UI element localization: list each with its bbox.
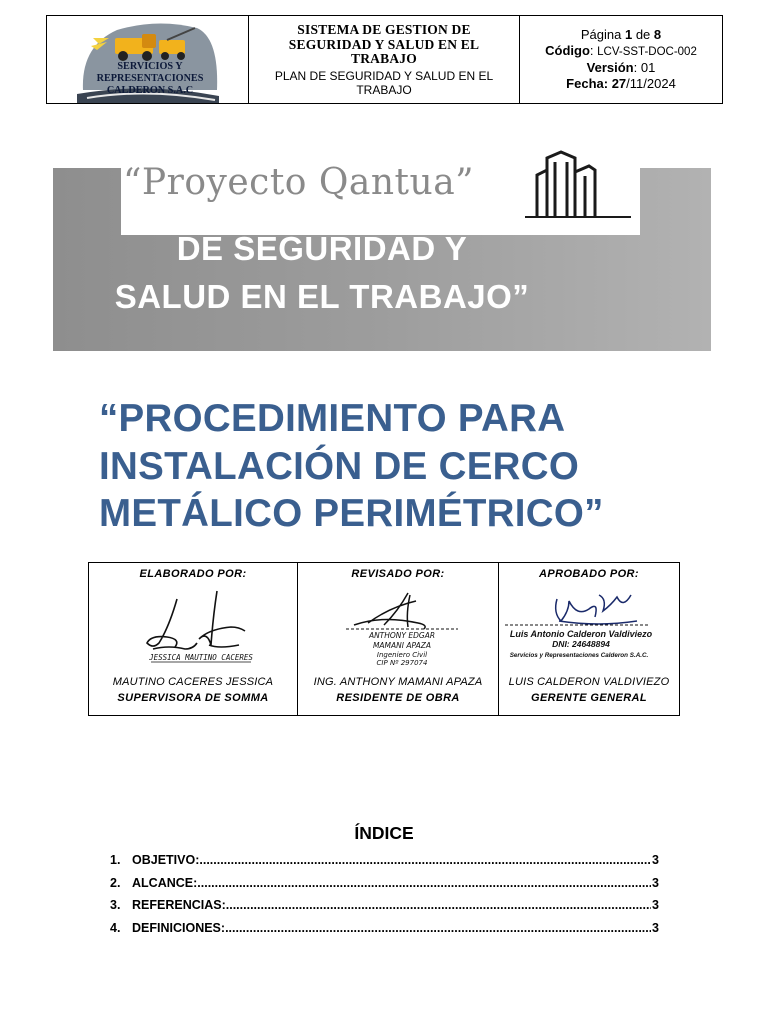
signer-role: RESIDENTE DE OBRA xyxy=(336,692,460,704)
signature-block-approved xyxy=(498,563,679,715)
table-of-contents xyxy=(110,853,659,943)
svg-text:Luis Antonio Calderon Valdivie: Luis Antonio Calderon Valdiviezo xyxy=(509,629,653,639)
svg-text:CIP Nº 297074: CIP Nº 297074 xyxy=(376,659,428,667)
logo-text: SERVICIOS Y REPRESENTACIONES CALDERON S.A.C xyxy=(96,61,204,96)
svg-text:JESSICA MAUTINO CACERES: JESSICA MAUTINO CACERES xyxy=(149,653,253,662)
toc-leader-dots xyxy=(199,853,651,867)
svg-text:DNI: 24648894: DNI: 24648894 xyxy=(552,639,610,649)
project-name: “Proyecto Qantua” xyxy=(123,162,475,203)
toc-item-alcance[interactable]: 2. ALCANCE: ..... 3 xyxy=(110,876,659,899)
buildings-icon xyxy=(523,140,633,220)
document-control-cell xyxy=(520,16,722,103)
banner-line-1: DE SEGURIDAD Y xyxy=(176,230,468,267)
toc-item-referencias[interactable]: 3. REFERENCIAS: ..... 3 xyxy=(110,898,659,921)
page-number: Página 1 de 8 xyxy=(580,27,662,42)
banner-line-2: SALUD EN EL TRABAJO” xyxy=(114,278,530,315)
cover-banner xyxy=(53,162,711,351)
toc-item-definiciones[interactable]: 4. DEFINICIONES: ..... 3 xyxy=(110,921,659,944)
svg-text:Ingeniero Civil: Ingeniero Civil xyxy=(376,651,428,659)
signature-heading: APROBADO POR: xyxy=(539,568,639,580)
system-title: SISTEMA DE GESTION DE SEGURIDAD Y SALUD EN EL TRABAJO xyxy=(288,22,480,66)
signer-name: LUIS CALDERON VALDIVIEZO xyxy=(508,676,670,688)
document-header xyxy=(46,15,723,104)
signature-image xyxy=(89,587,295,667)
svg-text:Servicios y Representaciones C: Servicios y Representaciones Calderon S.A.C. xyxy=(509,652,649,659)
document-title: “PROCEDIMIENTO PARA INSTALACIÓN DE CERCO METÁLICO PERIMÉTRICO” xyxy=(99,397,604,535)
svg-text:ANTHONY EDGAR: ANTHONY EDGAR xyxy=(368,631,436,640)
signature-heading: ELABORADO POR: xyxy=(139,568,247,580)
index-title: ÍNDICE xyxy=(354,823,414,843)
toc-item-objetivo[interactable]: 1. OBJETIVO: ..... 3 xyxy=(110,853,659,876)
toc-leader-dots xyxy=(197,876,651,890)
signature-table xyxy=(88,562,680,716)
toc-leader-dots xyxy=(226,898,651,912)
document-date: Fecha: 27/11/2024 xyxy=(566,76,676,91)
svg-text:MAMANI APAZA: MAMANI APAZA xyxy=(372,641,432,650)
signer-name: MAUTINO CACERES JESSICA xyxy=(112,676,274,688)
system-title-cell xyxy=(249,16,520,103)
plan-subtitle: PLAN DE SEGURIDAD Y SALUD EN EL TRABAJO xyxy=(274,68,494,97)
signature-block-prepared xyxy=(89,563,297,715)
signature-block-reviewed xyxy=(297,563,498,715)
document-version: Versión: 01 xyxy=(586,60,656,75)
signature-image xyxy=(499,587,679,667)
signature-image xyxy=(298,587,498,667)
signer-name: ING. ANTHONY MAMANI APAZA xyxy=(313,676,483,688)
company-logo-cell xyxy=(47,16,249,103)
signer-role: SUPERVISORA DE SOMMA xyxy=(117,692,269,704)
signer-role: GERENTE GENERAL xyxy=(530,692,647,704)
document-code: Código: LCV-SST-DOC-002 xyxy=(545,43,697,58)
signature-heading: REVISADO POR: xyxy=(351,568,445,580)
toc-leader-dots xyxy=(225,921,651,935)
